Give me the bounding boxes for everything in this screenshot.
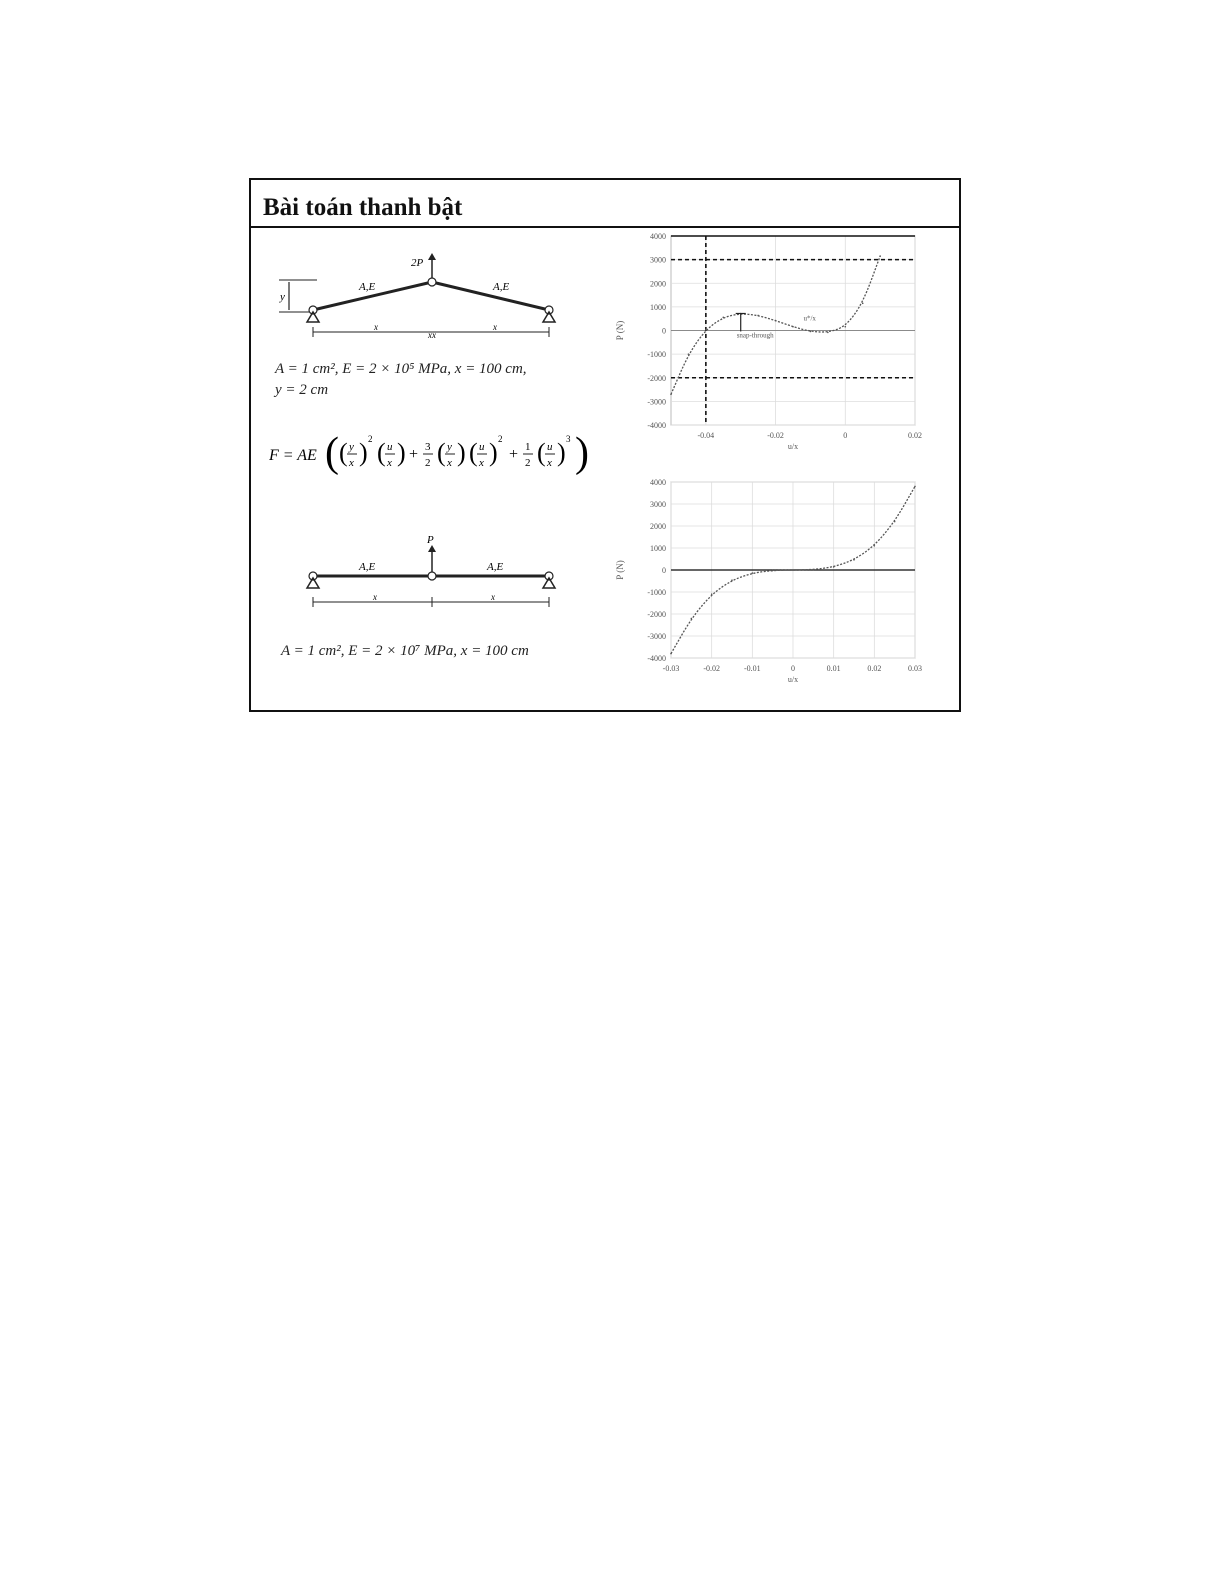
data-point bbox=[792, 326, 794, 328]
t2-frac1-den: x bbox=[447, 457, 452, 469]
data-point bbox=[914, 486, 916, 488]
t2-exp: 2 bbox=[498, 434, 503, 444]
y-tick-label: -2000 bbox=[647, 373, 666, 383]
params-top-line1: A = 1 cm², E = 2 × 10⁵ MPa, x = 100 cm, bbox=[275, 361, 527, 377]
y-axis-label: P (N) bbox=[615, 560, 625, 580]
x-tick-label: 0 bbox=[843, 431, 848, 440]
x-tick-label: 0.01 bbox=[826, 664, 841, 673]
height-label: y bbox=[280, 291, 285, 303]
t3-coef-den: 2 bbox=[525, 457, 531, 469]
svg-text:(: ( bbox=[469, 438, 478, 467]
t1-frac1-den: x bbox=[349, 457, 354, 469]
data-point bbox=[731, 579, 733, 581]
chart-snap-through bbox=[613, 228, 955, 468]
y-tick-label: -1000 bbox=[647, 588, 666, 597]
t2-frac2-num: u bbox=[479, 441, 485, 453]
data-point bbox=[813, 569, 815, 571]
data-point bbox=[670, 653, 672, 655]
data-point bbox=[772, 570, 774, 572]
t1-frac2-den: x bbox=[387, 457, 392, 469]
data-point bbox=[775, 320, 777, 322]
formula-lhs: F = AE bbox=[269, 447, 317, 464]
svg-text:(: ( bbox=[339, 438, 348, 467]
x-tick-label: -0.03 bbox=[662, 664, 680, 673]
y-tick-label: 4000 bbox=[650, 232, 666, 241]
y-tick-label: 1000 bbox=[650, 302, 666, 312]
x-tick-label: -0.01 bbox=[743, 664, 761, 673]
params-top-line2: y = 2 cm bbox=[275, 382, 329, 398]
x-tick-label: -0.02 bbox=[703, 664, 721, 673]
t1-frac1-num: y bbox=[349, 441, 354, 453]
y-tick-label: 3000 bbox=[650, 255, 666, 265]
x-tick-label: -0.02 bbox=[767, 431, 784, 440]
y-tick-label: -4000 bbox=[647, 421, 666, 430]
svg-text:(: ( bbox=[377, 438, 386, 467]
member-right bbox=[432, 282, 549, 310]
member-left-label: A,E bbox=[359, 281, 376, 293]
t3-frac-den: x bbox=[547, 457, 552, 469]
y-tick-label: 1000 bbox=[650, 544, 666, 553]
x-axis-label: u/x bbox=[787, 675, 799, 684]
t1-frac2-num: u bbox=[387, 441, 393, 453]
slide-frame bbox=[249, 178, 961, 712]
y-tick-label: 3000 bbox=[650, 500, 666, 509]
load-arrow-icon bbox=[428, 545, 436, 552]
y-tick-label: 2000 bbox=[650, 279, 666, 289]
t2-coef-num: 3 bbox=[425, 441, 431, 453]
y-tick-label: 0 bbox=[662, 566, 666, 575]
y-tick-label: 2000 bbox=[650, 522, 666, 531]
y-tick-label: 0 bbox=[662, 326, 666, 336]
load-label: 2P bbox=[411, 257, 424, 269]
data-point bbox=[792, 569, 794, 571]
t2-frac1-num: y bbox=[447, 441, 452, 453]
apex-hinge bbox=[428, 278, 436, 286]
svg-text:): ) bbox=[397, 438, 406, 467]
data-point bbox=[670, 393, 672, 395]
y-tick-label: -3000 bbox=[647, 397, 666, 407]
x-tick-label: 0.03 bbox=[908, 664, 922, 673]
dim-left-label: x bbox=[374, 322, 378, 332]
x-tick-label: 0.02 bbox=[908, 431, 922, 440]
svg-text:(: ( bbox=[437, 438, 446, 467]
load-label: P bbox=[427, 534, 434, 546]
truss-diagram-top bbox=[271, 250, 571, 345]
annotation-u-star: u*/x bbox=[803, 314, 816, 323]
svg-text:(: ( bbox=[537, 438, 546, 467]
load-arrow-icon bbox=[428, 253, 436, 260]
data-point bbox=[879, 255, 881, 257]
data-point bbox=[688, 353, 690, 355]
t2-coef-den: 2 bbox=[425, 457, 431, 469]
x-tick-label: 0 bbox=[791, 664, 795, 673]
data-point bbox=[827, 332, 829, 334]
data-point bbox=[705, 329, 707, 331]
t3-exp: 3 bbox=[566, 434, 571, 444]
svg-text:): ) bbox=[457, 438, 466, 467]
t3-frac-num: u bbox=[547, 441, 553, 453]
dim-left-label: x bbox=[373, 592, 377, 602]
data-point bbox=[711, 593, 713, 595]
data-point bbox=[853, 559, 855, 561]
y-tick-label: -1000 bbox=[647, 350, 666, 360]
data-point bbox=[844, 326, 846, 328]
annotation-snap-through: snap-through bbox=[736, 331, 774, 340]
data-point bbox=[722, 316, 724, 318]
data-point bbox=[833, 566, 835, 568]
y-tick-label: -4000 bbox=[647, 654, 666, 663]
big-paren-right: ) bbox=[575, 430, 589, 476]
data-point bbox=[757, 315, 759, 317]
center-hinge bbox=[428, 572, 436, 580]
member-right-label: A,E bbox=[493, 281, 510, 293]
member-left-label: A,E bbox=[359, 561, 376, 573]
y-tick-label: -3000 bbox=[647, 632, 666, 641]
x-tick-label: 0.02 bbox=[867, 664, 882, 673]
x-axis-label: u/x bbox=[787, 442, 799, 451]
data-point bbox=[862, 303, 864, 305]
slide-title: Bài toán thanh bật bbox=[263, 194, 463, 221]
t3-coef-num: 1 bbox=[525, 441, 531, 453]
data-point bbox=[874, 545, 876, 547]
svg-text:+: + bbox=[409, 446, 419, 463]
chart-flat-truss bbox=[613, 474, 955, 704]
data-point bbox=[752, 572, 754, 574]
data-point bbox=[810, 331, 812, 333]
member-right-label: A,E bbox=[487, 561, 504, 573]
svg-text:): ) bbox=[557, 438, 566, 467]
data-point bbox=[691, 618, 693, 620]
truss-diagram-bottom bbox=[291, 530, 571, 615]
formula bbox=[269, 428, 609, 478]
y-tick-label: 4000 bbox=[650, 478, 666, 487]
big-paren-left: ( bbox=[325, 430, 339, 476]
svg-text:): ) bbox=[489, 438, 498, 467]
dim-right-label: x bbox=[491, 592, 495, 602]
t2-frac2-den: x bbox=[479, 457, 484, 469]
x-tick-label: -0.04 bbox=[697, 431, 715, 440]
svg-text:+: + bbox=[509, 446, 519, 463]
dim-right-label: x bbox=[493, 322, 497, 332]
params-bottom-line1: A = 1 cm², E = 2 × 10⁷ MPa, x = 100 cm bbox=[281, 643, 529, 659]
y-tick-label: -2000 bbox=[647, 610, 666, 619]
dim-mid-label: xx bbox=[428, 330, 436, 340]
svg-text:): ) bbox=[359, 438, 368, 467]
t1-exp: 2 bbox=[368, 434, 373, 444]
y-axis-label: P (N) bbox=[615, 320, 625, 341]
data-point bbox=[894, 521, 896, 523]
